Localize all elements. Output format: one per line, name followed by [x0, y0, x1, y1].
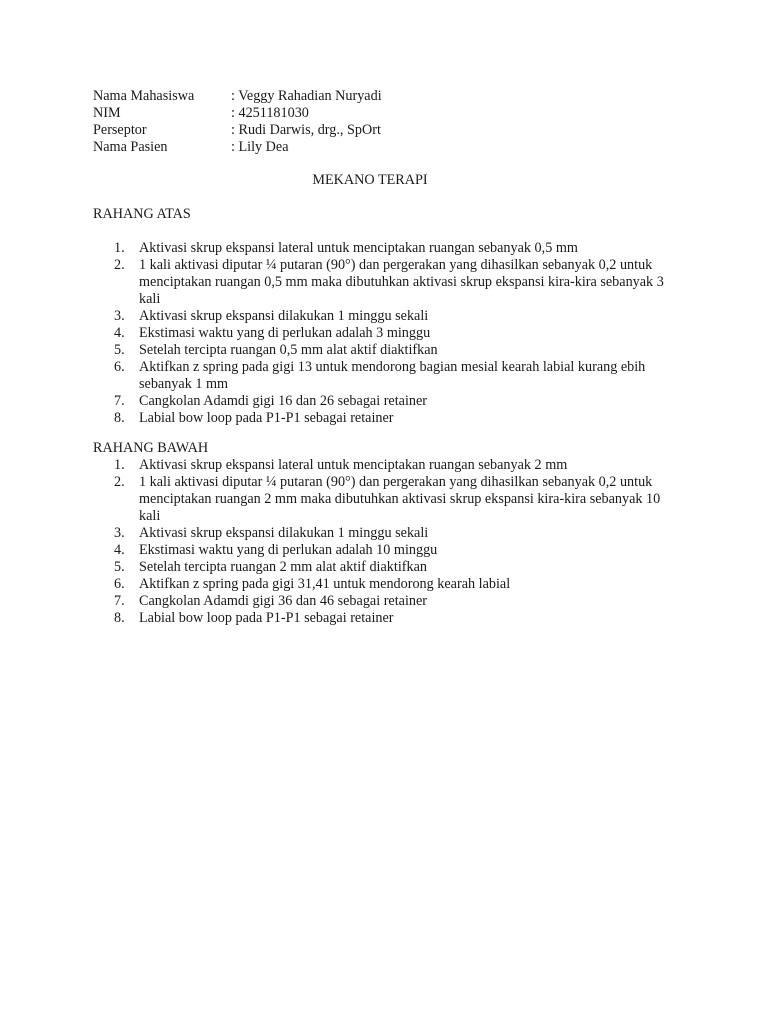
- list-item: [0, 342, 669, 359]
- list-item: [0, 559, 669, 576]
- list-item-text: Setelah tercipta ruangan 0,5 mm alat aktif diaktifkan: [139, 342, 438, 358]
- upper-jaw-list: [0, 240, 768, 427]
- list-item-number: 3.: [114, 525, 125, 541]
- list-item: [0, 457, 669, 474]
- list-item: [0, 240, 669, 257]
- document-title: MEKANO TERAPI: [312, 172, 428, 188]
- list-item-number: 8.: [114, 410, 125, 426]
- lower-jaw-list: [0, 457, 768, 627]
- list-item: [0, 593, 669, 610]
- list-item-number: 1.: [114, 457, 125, 473]
- info-row-patient-name: [93, 139, 382, 156]
- list-item-number: 4.: [114, 325, 125, 341]
- info-label: Perseptor: [93, 122, 147, 138]
- list-item-text: 1 kali aktivasi diputar ¼ putaran (90°) dan pergerakan yang dihasilkan sebanyak 0,2 untuk menciptakan ruangan 0,5 mm maka dibutuhkan aktivasi skrup ekspansi kira-kira sebanyak 3 kali: [139, 257, 664, 307]
- list-item-text: Setelah tercipta ruangan 2 mm alat aktif diaktifkan: [139, 559, 427, 575]
- info-row-preceptor: [93, 122, 382, 139]
- list-item-number: 3.: [114, 308, 125, 324]
- list-item-text: Labial bow loop pada P1-P1 sebagai retainer: [139, 410, 394, 426]
- list-item-number: 8.: [114, 610, 125, 626]
- section-heading-upper-jaw: RAHANG ATAS: [93, 206, 191, 222]
- list-item: [0, 325, 669, 342]
- section-heading-lower-jaw: RAHANG BAWAH: [93, 440, 209, 456]
- list-item-text: 1 kali aktivasi diputar ¼ putaran (90°) dan pergerakan yang dihasilkan sebanyak 0,2 untuk menciptakan ruangan 2 mm maka dibutuhkan aktivasi skrup ekspansi kira-kira sebanyak 10 kali: [139, 474, 661, 524]
- list-item-number: 2.: [114, 257, 125, 273]
- info-label: Nama Pasien: [93, 139, 168, 155]
- info-value: : Lily Dea: [231, 139, 289, 155]
- info-value: : Veggy Rahadian Nuryadi: [231, 88, 382, 104]
- list-item-number: 6.: [114, 576, 125, 592]
- info-value: : Rudi Darwis, drg., SpOrt: [231, 122, 381, 138]
- list-item-text: Aktivasi skrup ekspansi dilakukan 1 minggu sekali: [139, 525, 429, 541]
- list-item-number: 6.: [114, 359, 125, 375]
- list-item-number: 1.: [114, 240, 125, 256]
- list-item: [0, 393, 669, 410]
- list-item-text: Ekstimasi waktu yang di perlukan adalah 3 minggu: [139, 325, 431, 341]
- list-item-number: 7.: [114, 393, 125, 409]
- student-info-table: [93, 88, 382, 156]
- list-item-number: 4.: [114, 542, 125, 558]
- list-item: [0, 610, 669, 627]
- list-item: [0, 474, 669, 525]
- info-label: NIM: [93, 105, 121, 121]
- list-item: [0, 525, 669, 542]
- info-row-nim: [93, 105, 382, 122]
- list-item-text: Cangkolan Adamdi gigi 16 dan 26 sebagai retainer: [139, 393, 428, 409]
- info-value: : 4251181030: [231, 105, 309, 121]
- info-label: Nama Mahasiswa: [93, 88, 195, 104]
- list-item-text: Aktivasi skrup ekspansi lateral untuk menciptakan ruangan sebanyak 0,5 mm: [139, 240, 578, 256]
- list-item: [0, 308, 669, 325]
- list-item-text: Ekstimasi waktu yang di perlukan adalah 10 minggu: [139, 542, 438, 558]
- list-item-text: Aktifkan z spring pada gigi 31,41 untuk mendorong kearah labial: [139, 576, 511, 592]
- list-item-text: Cangkolan Adamdi gigi 36 dan 46 sebagai retainer: [139, 593, 428, 609]
- list-item: [0, 410, 669, 427]
- list-item-text: Aktivasi skrup ekspansi lateral untuk menciptakan ruangan sebanyak 2 mm: [139, 457, 568, 473]
- list-item-number: 5.: [114, 559, 125, 575]
- list-item-number: 7.: [114, 593, 125, 609]
- list-item: [0, 576, 669, 593]
- list-item-text: Labial bow loop pada P1-P1 sebagai retainer: [139, 610, 394, 626]
- list-item-text: Aktifkan z spring pada gigi 13 untuk mendorong bagian mesial kearah labial kurang ebih sebanyak 1 mm: [139, 359, 646, 392]
- info-row-student-name: [93, 88, 382, 105]
- list-item: [0, 359, 669, 393]
- list-item-number: 2.: [114, 474, 125, 490]
- list-item-number: 5.: [114, 342, 125, 358]
- list-item: [0, 257, 669, 308]
- list-item: [0, 542, 669, 559]
- list-item-text: Aktivasi skrup ekspansi dilakukan 1 minggu sekali: [139, 308, 429, 324]
